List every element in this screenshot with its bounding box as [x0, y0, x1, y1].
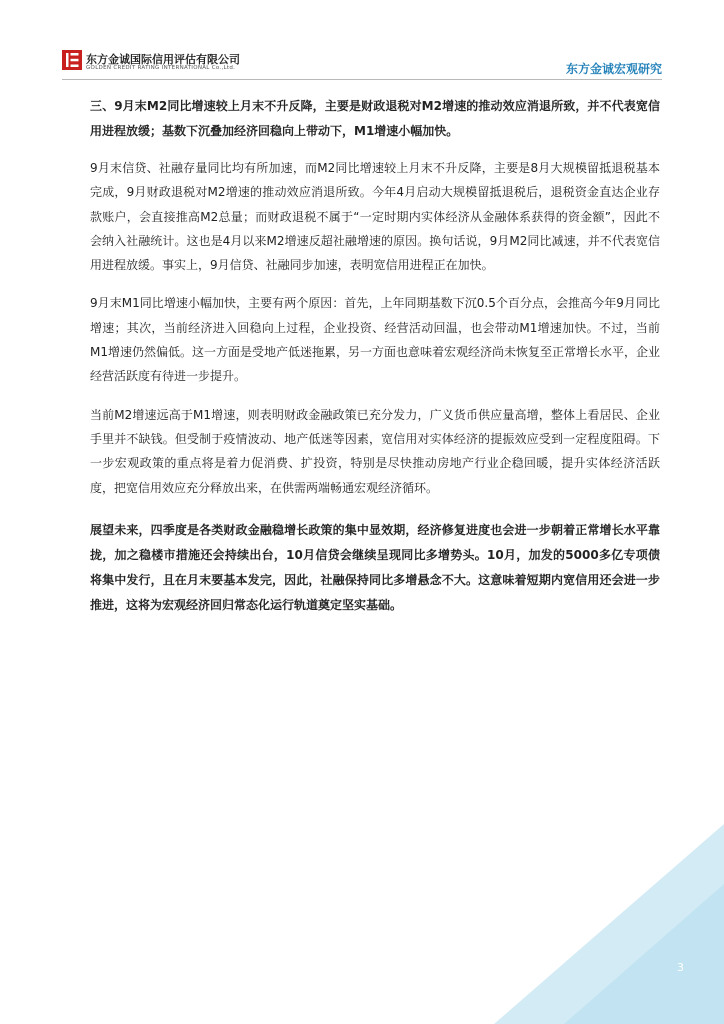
paragraph-2: 9月末M1同比增速小幅加快，主要有两个原因：首先，上年同期基数下沉0.5个百分点，会推高今年9月同比增速；其次，当前经济进入回稳向上过程，企业投资、经营活动回温，也会带动M1增速加快。不过，当前M1增速仍然偏低。这一方面是受地产低迷拖累，另一方面也意味着宏观经济尚未恢复至正常增长水平，企业经营活跃度有待进一步提升。: [90, 296, 660, 384]
conclusion-paragraph: 展望未来，四季度是各类财政金融稳增长政策的集中显效期，经济修复进度也会进一步朝着正常增长水平靠拢，加之稳楼市措施还会持续出台，10月信贷会继续呈现同比多增势头。10月，加发的5000多亿专项债将集中发行，且在月末要基本发完，因此，社融保持同比多增悬念不大。这意味着短期内宽信用还会进一步推进，这将为宏观经济回归常态化运行轨道奠定坚实基础。: [90, 522, 660, 612]
corner-decoration: [494, 824, 724, 1024]
brand-title: 东方金诚宏观研究: [565, 62, 662, 76]
company-logo-icon: [62, 50, 82, 70]
page-header: [62, 48, 662, 82]
page-number: 3: [677, 961, 684, 974]
header-divider: [62, 79, 662, 80]
document-body: [90, 94, 660, 618]
company-name-en: GOLDEN CREDIT RATING INTERNATIONAL Co.,Ltd.: [86, 65, 236, 71]
paragraph-1: 9月末信贷、社融存量同比均有所加速，而M2同比增速较上月末不升反降，主要是8月大规模留抵退税基本完成，9月财政退税对M2增速的推动效应消退所致。今年4月启动大规模留抵退税后，退税资金直达企业存款账户，会直接推高M2总量；而财政退税不属于“一定时期内实体经济从金融体系获得的资金额”，因此不会纳入社融统计。这也是4月以来M2增速反超社融增速的原因。换句话说，9月M2同比减速，并不代表宽信用进程放缓。事实上，9月信贷、社融同步加速，表明宽信用进程正在加快。: [90, 161, 661, 273]
section-heading: 三、9月末M2同比增速较上月末不升反降，主要是财政退税对M2增速的推动效应消退所致，并不代表宽信用进程放缓；基数下沉叠加经济回稳向上带动下，M1增速小幅加快。: [90, 99, 660, 138]
company-name: 东方金诚国际信用评估有限公司: [86, 53, 240, 66]
paragraph-3: 当前M2增速远高于M1增速，则表明财政金融政策已充分发力，广义货币供应量高增，整体上看居民、企业手里并不缺钱。但受制于疫情波动、地产低迷等因素，宽信用对实体经济的提振效应受到一定程度阻碍。下一步宏观政策的重点将是着力促消费、扩投资，特别是尽快推动房地产行业企稳回暖，提升实体经济活跃度，把宽信用效应充分释放出来，在供需两端畅通宏观经济循环。: [90, 407, 660, 495]
